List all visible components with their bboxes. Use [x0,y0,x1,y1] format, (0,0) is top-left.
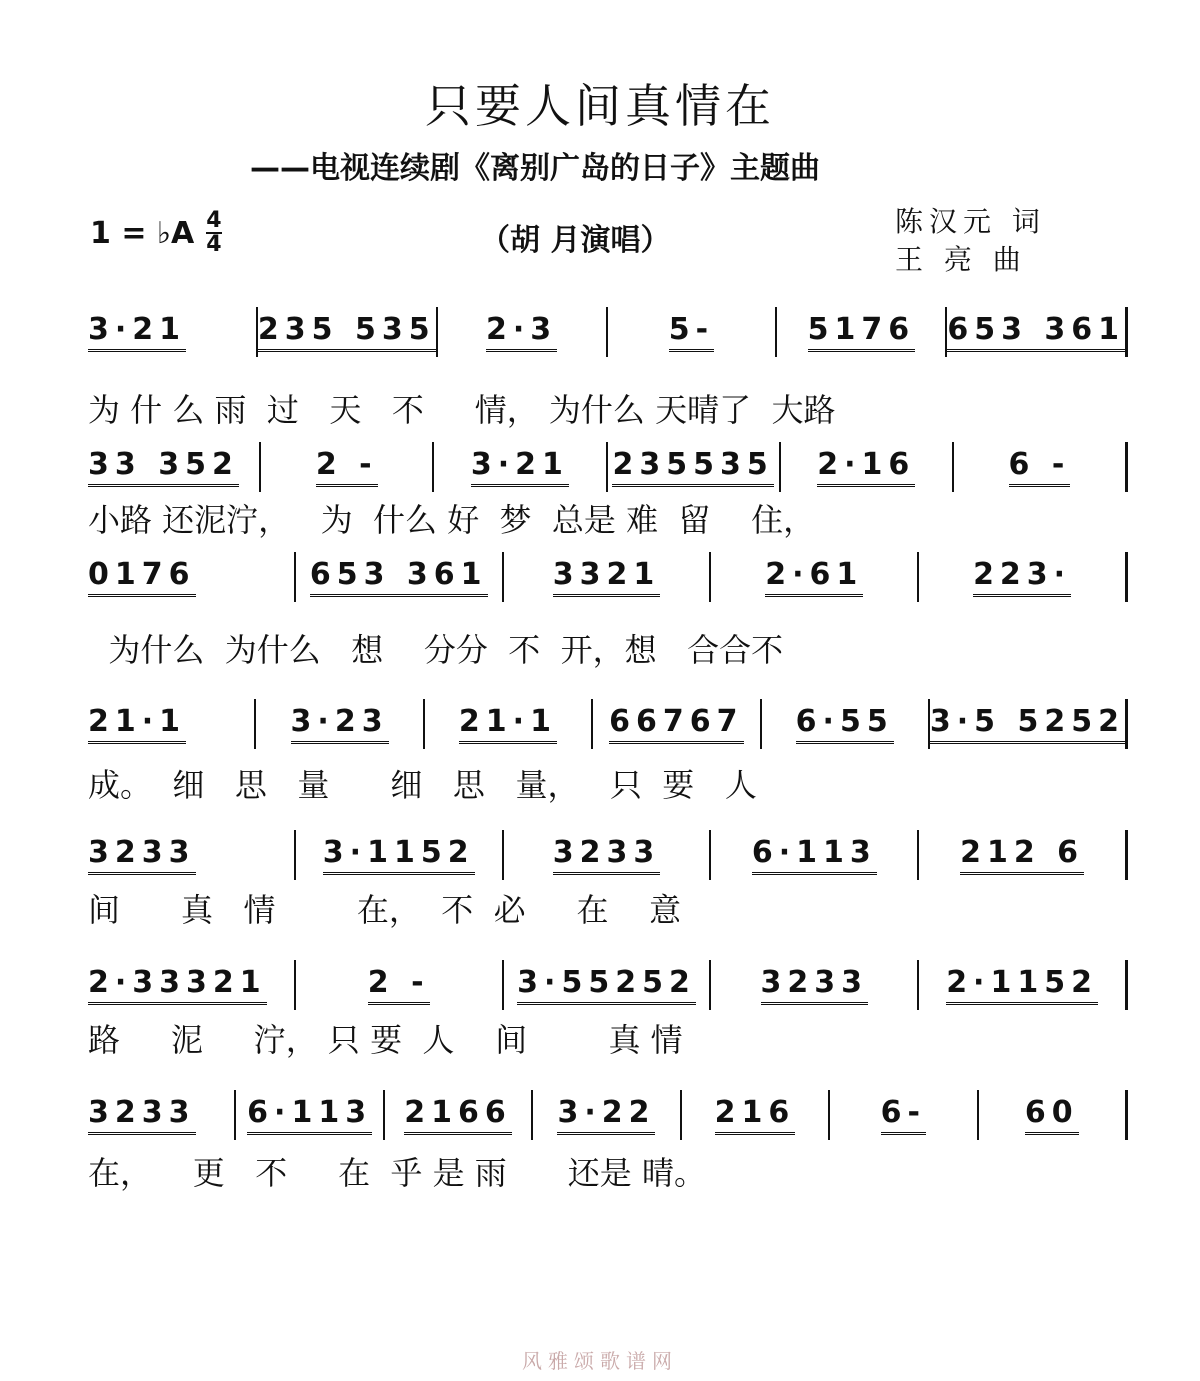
measure-notes: 216 [715,1095,796,1135]
measure [88,699,254,749]
measure-notes: 653 361 [947,312,1125,352]
lyric-line: 路 泥 泞， 只 要 人 间 真 情 [88,1021,683,1059]
notation-row [88,697,1128,751]
measure-notes: 33 352 [88,447,239,487]
measure [977,1090,1128,1140]
measure [502,830,710,880]
measure-notes: 2·16 [817,447,915,487]
notation-row [88,828,1128,882]
measure [383,1090,531,1140]
composer: 王 亮 曲 [895,243,1027,276]
measure-notes: 66767 [609,704,743,744]
measure [775,307,945,357]
lyric-line: 小路 还泥泞， 为 什么 好 梦 总是 难 留 住， [88,501,816,539]
measure [591,699,759,749]
measure-notes: 653 361 [310,557,488,597]
measure-notes: 3233 [88,1095,196,1135]
measure [294,552,502,602]
measure-notes: 3·21 [471,447,569,487]
measure [88,442,259,492]
measure-notes: 5176 [808,312,916,352]
measure-notes: 0176 [88,557,196,597]
lyric-line: 为 什 么 雨 过 天 不 情， 为什么 天晴了 大路 [88,391,836,429]
time-top: 4 [206,208,222,233]
measure-notes: 21·1 [459,704,557,744]
measure-notes: 3·5 5252 [930,704,1125,744]
measure [531,1090,679,1140]
measure-notes: 3·23 [291,704,389,744]
notation-row [88,305,1128,359]
measure-notes: 6·113 [247,1095,372,1135]
measure [928,699,1128,749]
measure-notes: 3321 [553,557,661,597]
measure-notes: 6·113 [752,835,877,875]
measure [945,307,1128,357]
lyric-line: 为什么 为什么 想 分分 不 开，想 合合不 [88,631,784,669]
measure [423,699,591,749]
song-subtitle: ——电视连续剧《离别广岛的日子》主题曲 [250,151,820,186]
measure-notes: 60 [1025,1095,1079,1135]
measure [502,552,710,602]
measure-notes: 6·55 [796,704,894,744]
measure [709,552,917,602]
measure [760,699,928,749]
measure [709,960,917,1010]
measure [432,442,605,492]
measure-notes: 223· [973,557,1071,597]
lyric-line: 成。 细 思 量 细 思 量， 只 要 人 [88,766,757,804]
measure-notes: 2·3 [486,312,557,352]
measure-notes: 3·21 [88,312,186,352]
time-signature [206,210,221,256]
measure [917,552,1128,602]
measure [680,1090,828,1140]
measure-notes: 235 535 [258,312,436,352]
watermark: 风雅颂歌谱网 [522,1349,678,1373]
measure [952,442,1128,492]
measure [88,552,294,602]
measure-notes: 2·61 [765,557,863,597]
measure [917,830,1128,880]
measure [709,830,917,880]
time-bottom: 4 [206,232,222,257]
measure-notes: 5- [669,312,714,352]
measure [828,1090,976,1140]
measure-notes: 3233 [761,965,869,1005]
measure-notes: 2 - [316,447,378,487]
lyric-line: 间 真 情 在， 不 必 在 意 [88,891,682,929]
song-title: 只要人间真情在 [425,79,775,133]
measure [259,442,432,492]
measure [234,1090,382,1140]
measure [606,307,776,357]
measure [254,699,422,749]
notation-row [88,440,1128,494]
measure-notes: 3233 [88,835,196,875]
measure-notes: 3233 [553,835,661,875]
measure [88,307,256,357]
notation-row [88,1088,1128,1142]
singer: （胡 月演唱） [480,223,671,258]
key-signature [90,210,222,256]
measure [502,960,710,1010]
measure-notes: 6- [881,1095,926,1135]
measure-notes: 235535 [612,447,773,487]
notation-row [88,958,1128,1012]
measure-notes: 3·55252 [517,965,696,1005]
measure [88,1090,234,1140]
measure [88,960,294,1010]
measure [917,960,1128,1010]
measure [779,442,952,492]
measure-notes: 2·1152 [946,965,1098,1005]
lyric-line: 在， 更 不 在 乎 是 雨 还是 晴。 [88,1154,706,1192]
measure [88,830,294,880]
notation-row [88,550,1128,604]
measure [294,960,502,1010]
measure [294,830,502,880]
key-label: 1 = ♭A [90,215,195,251]
measure-notes: 3·1152 [323,835,475,875]
measure-notes: 3·22 [557,1095,655,1135]
measure-notes: 21·1 [88,704,186,744]
measure-notes: 6 - [1009,447,1071,487]
measure-notes: 212 6 [960,835,1084,875]
lyricist: 陈汉元 词 [895,205,1046,238]
measure-notes: 2 - [368,965,430,1005]
measure-notes: 2166 [404,1095,512,1135]
measure [256,307,436,357]
measure [606,442,779,492]
measure [436,307,606,357]
measure-notes: 2·33321 [88,965,267,1005]
